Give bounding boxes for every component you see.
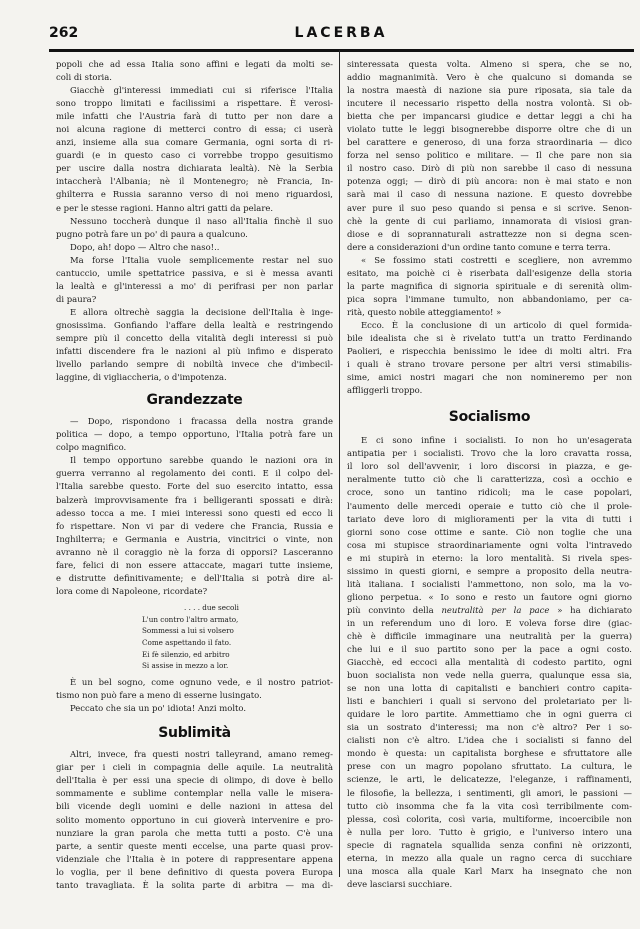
text-line: prese con un magro popolano sfruttato. La cultura, le (347, 761, 632, 772)
text-line: giorni sono cose ottime e sante. Ciò non toglie che una (347, 526, 632, 537)
text-line: che lui e il suo partito sono per la pace a ogni costo. (347, 644, 632, 655)
section-title-socialismo: Socialismo (448, 409, 531, 426)
text-line: l'aumento delle mercedi operaie e tutto ciò che il prole- (347, 500, 632, 511)
right-column (347, 58, 632, 891)
text-line: antipatia per i socialisti. Trovo che la loro cravatta rossa, (347, 448, 632, 459)
page-number: 262 (49, 25, 79, 41)
text-line: una mosca alla quale Karl Marx ha insegnato che non (347, 865, 632, 876)
text-line: incutere il necessario rispetto della nostra volontà. Si ob- (347, 98, 632, 109)
text-line: E ci sono infine i socialisti. Io non ho un'esagerata (361, 435, 632, 446)
text-line: popoli che ad essa Italia sono affini e legati da molti se- (56, 59, 333, 69)
text-line: tismo non può fare a meno di esserne lusingato. (56, 690, 262, 701)
text-line: lora come di Napoleone, ricordate? (56, 585, 208, 596)
text-line: balzerà improvvisamente fra i belligeranti spossati e dirà: (56, 494, 333, 505)
text-line: bile idealista che si è rivelato tutt'a un tratto Ferdinando (347, 332, 632, 343)
text-line: sissimo in questi giorni, e sempre a proposito della neutra- (347, 565, 632, 576)
text-line: adesso tocca a me. I miei interessi sono questi ed ecco li (56, 507, 333, 518)
text-line: lità italiana. I socialisti l'ammettono, non solo, ma la vo- (347, 578, 632, 589)
text-line: nunziare la gran parola che metta tutti a posto. C'è una (56, 827, 333, 838)
text-line: sono troppo limitati e facilissimi a rispettare. È verosi- (56, 98, 333, 109)
paragraph (56, 84, 333, 214)
text-line: forza nel senso politico e militare. — Il che pare non sia (347, 150, 632, 161)
text-line: la parte magnifica di signoria spirituale e di serenità olim- (347, 280, 632, 291)
text-line: parte, a sentir queste menti eccelse, una parte quasi prov- (56, 840, 333, 851)
text-line: tutto ciò insomma che fa la vita così terribilmente com- (347, 800, 632, 811)
text-line: — Dopo, rispondono i fracassa della nostra grande (70, 416, 333, 427)
text-line: il loro sol dell'avvenir, i loro discorsi in piazza, e ge- (347, 461, 632, 472)
text-line: addio magnanimità. Vero è che qualcuno si domanda se (347, 72, 632, 83)
text-line: per uscire dalla nostra dichiarata lealtà). Nè la Serbia (56, 163, 333, 174)
text-line: cosa mi stupisce straordinariamente ogni volta l'intravedo (347, 539, 632, 550)
text-line: quidare le loro partite. Ammettiamo che in ogni guerra ci (347, 709, 632, 720)
text-line: Inghilterra; e Germania e Austria, vincitrici o vinte, non (56, 533, 333, 544)
text-line: gliono perpetua. « Io sono e resto un fautore ogni giorno (347, 591, 632, 602)
paragraph (56, 306, 333, 384)
text-line: cantuccio, umile spettatrice passiva, e si è messa avanti (56, 267, 333, 278)
text-line: Ecco. È la conclusione di un articolo di quel formida- (361, 319, 632, 330)
text-line: sinteressata questa volta. Almeno si spera, che se no, (347, 59, 632, 69)
text-line: anzi, insieme alla sua comare Germania, ogni sorta di ri- (56, 137, 333, 148)
paragraph (347, 58, 632, 254)
text-line: E allora oltrechè saggia la decisione dell'Italia è inge- (70, 306, 333, 317)
text-line: « Se fossimo stati costretti e scegliere, non avremmo (361, 254, 632, 265)
text-line: in un referendum uno di loro. E voleva forse dire (giac- (347, 617, 632, 628)
text-line: le filosofie, la bellezza, i sentimenti, gli amori, le passioni — (347, 787, 632, 798)
text-line: sarà mai il caso di nessuna nazione. E questo dovrebbe (347, 189, 632, 200)
paragraph (347, 254, 632, 319)
text-line: lo voglia, per il bene definitivo di questa povera Europa (56, 866, 333, 877)
text-line: la nostra maestà di nazione sia pure riposata, sia tale da (347, 85, 632, 96)
text-line: colpo magnifico. (56, 442, 127, 453)
text-line: se non una lotta di capitalisti e banchieri contro capita- (347, 683, 632, 694)
text-line: sempre più il concetto della vitalità degli interessi si può (56, 332, 333, 343)
paragraph (347, 434, 632, 891)
text-line: dere a considerazioni d'un ordine tanto comune e terra terra. (347, 241, 611, 252)
text-line: specie di ragnatela squallida senza confini nè orizzonti, (347, 839, 632, 850)
text-line: ghilterra e Russia saranno verso di noi meno riguardosi, (56, 189, 333, 200)
text-line: rità, questo nobile atteggiamento! » (347, 306, 502, 317)
text-line: e mi stupirà in eterno: la loro mentalità. Si rivela spes- (347, 552, 632, 563)
text-line: guardi (e in questo caso ci vorrebbe troppo gesuitismo (56, 150, 333, 161)
paragraph (56, 676, 333, 702)
text-line: livello parlando sempre di nobiltà invece che d'imbecil- (56, 359, 333, 370)
text-line: violato tutte le leggi bisognerebbe disporre oltre che di un (347, 124, 632, 135)
text-line: affliggerli troppo. (347, 385, 423, 396)
paragraph (56, 415, 333, 454)
text-line: Nessuno toccherà dunque il naso all'Italia finchè il suo (70, 215, 333, 226)
text-line: videnziale che l'Italia è in potere di rappresentare appena (56, 853, 333, 864)
paragraph (56, 702, 333, 715)
text-line: plessa, così colorita, così varia, multiforme, incoercibile non (347, 813, 632, 824)
paragraph (56, 241, 333, 254)
text-line: neralmente tutto ciò che li caratterizza, così a occhio e (347, 474, 632, 485)
text-line: esitato, ma poichè ci è riserbata dall'esigenze della storia (347, 267, 632, 278)
page-header (49, 25, 633, 49)
text-line: avranno nè il coraggio nè la forza di opporsi? Lasceranno (56, 546, 333, 557)
text-line: diose e di soprannaturali astrattezze non si degna scen- (347, 228, 632, 239)
section-title-sublimita: Sublimità (158, 725, 231, 742)
text-line: eterna, in mezzo alla quale un ragno cerca di succhiare (347, 852, 632, 863)
poem-line: . . . . due secoli (184, 602, 239, 612)
text-line: l'Italia sarebbe questo. Forte del suo esercito intatto, essa (56, 481, 333, 492)
text-line: pugno potrà fare un po' di paura a qualcuno. (56, 228, 248, 239)
text-line: giar per i cieli in compagnia delle aquile. La neutralità (56, 762, 333, 773)
paragraph (347, 319, 632, 397)
text-line: laggine, di vigliaccheria, o d'impotenza. (56, 372, 227, 383)
text-line: tariato deve loro di miglioramenti per la vita di tutti i (347, 513, 632, 524)
text-line: noi alcuna ragione di metterci contro di essa; ci userà (56, 124, 333, 135)
paragraph (56, 748, 333, 892)
text-line: potenza oggi; — dirò di più ancora: non è mai stato e non (347, 176, 632, 187)
poem-line: Si assise in mezzo a lor. (142, 661, 229, 671)
text-line: croce, sono un tantino ridicoli; ma le case popolari, (347, 487, 632, 498)
text-line: bel carattere e generoso, di una forza straordinaria — dico (347, 137, 632, 148)
text-line: Ma forse l'Italia vuole semplicemente restar nel suo (70, 254, 333, 265)
text-line: Altri, invece, fra questi nostri talleyrand, amano remeg- (70, 749, 333, 760)
text-line: infatti discendere fra le nazioni al più infimo e disperato (56, 346, 333, 357)
text-line: Dopo, ah! dopo — Altro che naso!.. (70, 241, 220, 252)
text-line: il nostro caso. Dirò di più non sarebbe il caso di nessuna (347, 163, 632, 174)
text-line: bili vicende degli uomini e delle nazioni in attesa del (56, 801, 333, 812)
text-line: aver pure il suo peso quando si pensa e si scrive. Senon- (347, 202, 632, 213)
text-line: sommamente e sublime contemplar nella valle le misera- (56, 788, 333, 799)
text-line: Giacchè gl'interessi immediati cui si riferisce l'Italia (70, 85, 333, 96)
text-line: dell'Italia è per essi una specie di olimpo, di dove è bello (56, 775, 333, 786)
text-line: Peccato che sia un po' idiota! Anzi molto. (70, 703, 247, 714)
text-line: chè la gente di cui parliamo, innamorata di visiosi gran- (347, 215, 632, 226)
text-line: i quali è strano trovare persone per altri versi stimabilis- (347, 359, 632, 370)
poem-quote (142, 602, 333, 672)
text-line: e per le stesse ragioni. Hanno altri gatti da pelare. (56, 202, 274, 213)
text-line: gnosissima. Gonfiando l'affare della lealtà e restringendo (56, 319, 333, 330)
text-line: mile infatti che l'Austria farà di tutto per non dare a (56, 111, 333, 122)
left-column (56, 58, 333, 892)
text-line: mondo è questa: un capitalista borghese e sfruttatore alle (347, 748, 632, 759)
text-line: sime, amici nostri magari che non nomineremo per non (347, 372, 632, 383)
text-line: Il tempo opportuno sarebbe quando le nazioni ora in (70, 455, 333, 466)
text-line: di paura? (56, 293, 97, 304)
text-line: È un bel sogno, come ognuno vede, e il nostro patriot- (70, 677, 333, 688)
text-line: fo rispettare. Non vi par di vedere che Francia, Russia e (56, 520, 333, 531)
text-line: tanto travagliata. È la solita parte di arbitra — ma di- (56, 879, 333, 890)
text-line: guerra verranno al regolamento dei conti. E il colpo del- (56, 468, 333, 479)
text-line: pica sopra l'immane tumulto, non abbandoniamo, per ca- (347, 293, 632, 304)
masthead-title: LACERBA (294, 25, 388, 41)
paragraph (56, 58, 333, 84)
paragraph (56, 254, 333, 306)
text-line: Giacchè, ed eccoci alla mentalità di codesto partito, ogni (347, 657, 632, 668)
column-divider (339, 50, 340, 877)
text-line: scienze, le arti, le delicatezze, l'eleganze, i raffinamenti, (347, 774, 632, 785)
text-line: Paolieri, e rispecchia benissimo le idee di molti altri. Fra (347, 346, 632, 357)
text-line: cialisti non c'è altro. L'idea che i socialisti si fanno del (347, 735, 632, 746)
text-line: la lealtà e gl'interessi a mo' di perifrasi per non parlar (56, 280, 333, 291)
italic-phrase: neutralità per la pace (441, 604, 550, 615)
section-title-grandezzate: Grandezzate (146, 392, 243, 409)
text-line: bietta che per impancarsi giudice e dettar leggi a chi ha (347, 111, 632, 122)
poem-line: Sommessi a lui si volsero (142, 626, 234, 636)
text-line: listi e banchieri i quali si servono del proletariato per li- (347, 696, 632, 707)
poem-line: Come aspettando il fato. (142, 637, 232, 647)
text-line: e distrutte definitivamente; e dell'Italia si potrà dire al- (56, 572, 333, 583)
text-line: solito momento opportuno in cui gioverà intervenire e pro- (56, 814, 333, 825)
text-line: intaccherà l'Albania; nè il Montenegro; nè Francia, In- (56, 176, 333, 187)
text-line: sia un sostrato d'interessi; ma non c'è altro? Per i so- (347, 722, 632, 733)
text-line: chè è difficile immaginare una neutralità per la guerra) (347, 630, 632, 641)
text-line: politica — dopo, a tempo opportuno, l'Italia potrà fare un (56, 429, 333, 440)
text-line: più convinto della neutralità per la pace » ha dichiarato (347, 604, 632, 615)
paragraph (56, 454, 333, 598)
header-rule (49, 49, 634, 52)
text-line: buon socialista non vede nella guerra, qualunque essa sia, (347, 670, 632, 681)
poem-line: Ei fè silenzio, ed arbitro (142, 649, 230, 659)
text-line: coli di storia. (56, 72, 112, 83)
paragraph (56, 215, 333, 241)
text-line: è nulla per loro. Tutto è grigio, e l'universo intero una (347, 826, 632, 837)
text-line: deve lasciarsi succhiare. (347, 878, 453, 889)
text-line: fare, felici di non essere attaccate, magari tutte insieme, (56, 559, 333, 570)
poem-line: L'un contro l'altro armato, (142, 614, 239, 624)
